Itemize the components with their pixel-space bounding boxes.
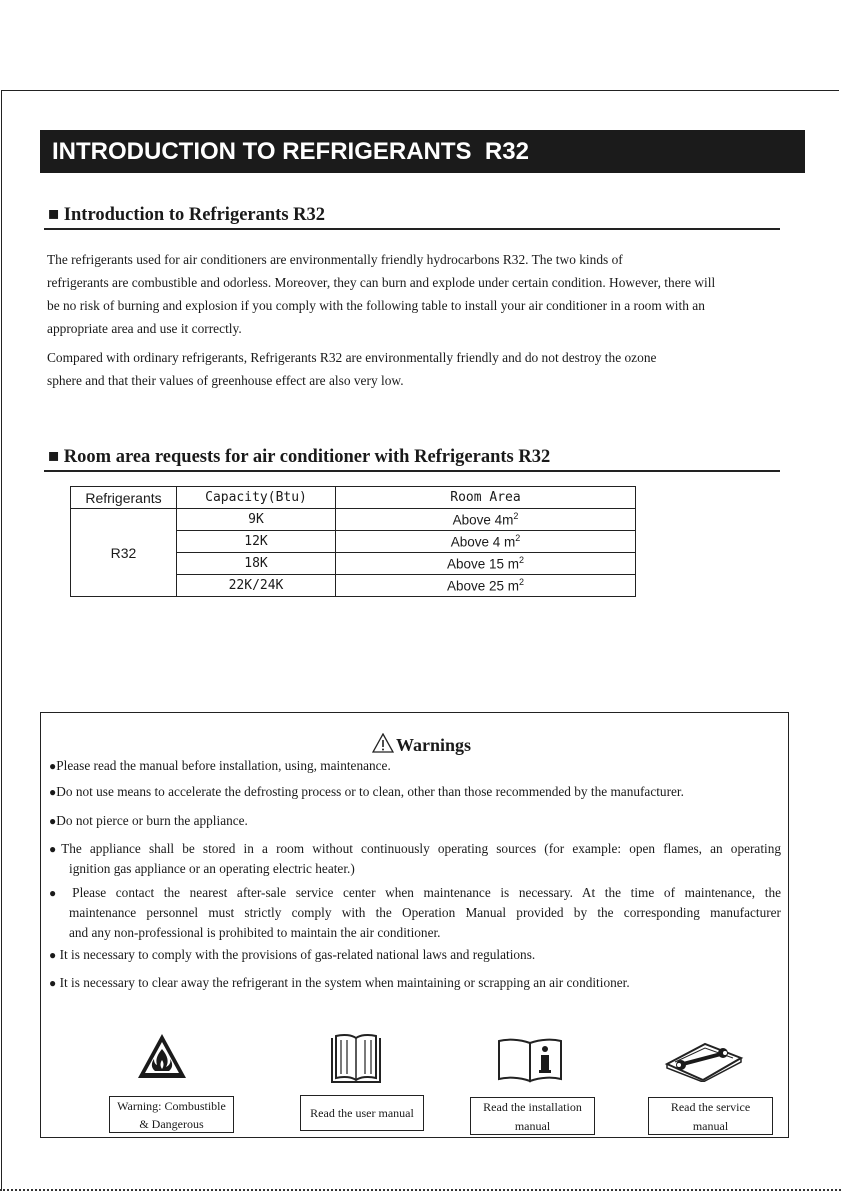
area-value: Above 4m xyxy=(452,512,514,528)
area-cell xyxy=(336,531,636,553)
area-value: Above 4 m xyxy=(450,534,516,550)
intro-p1-line: be no risk of burning and explosion if you comply with the following table to install your air conditioner in a room with an xyxy=(47,298,705,313)
col-header-refrigerants: Refrigerants xyxy=(71,487,177,509)
label-user-manual: Read the user manual xyxy=(300,1095,424,1131)
label-combustible xyxy=(109,1096,234,1133)
room-area-table xyxy=(70,486,636,597)
capacity-cell: 18K xyxy=(177,553,336,575)
open-book-icon xyxy=(328,1030,384,1086)
area-cell xyxy=(336,509,636,531)
page-title: INTRODUCTION TO REFRIGERANTS R32 xyxy=(40,130,805,173)
bullet-icon: ● xyxy=(49,886,63,900)
intro-heading: ■ Introduction to Refrigerants R32 xyxy=(48,205,326,225)
warning-item xyxy=(49,811,781,831)
warning-item xyxy=(49,945,781,965)
warning-triangle-icon xyxy=(372,733,394,753)
warning-text: Please read the manual before installation, using, maintenance. xyxy=(56,758,391,773)
refrigerant-cell: R32 xyxy=(71,509,177,597)
label-line: & Dangerous xyxy=(139,1117,204,1131)
area-unit-sup: 2 xyxy=(519,577,525,588)
flame-warning-icon xyxy=(136,1032,188,1080)
table-row xyxy=(71,509,636,531)
area-unit-sup: 2 xyxy=(519,555,525,566)
area-cell xyxy=(336,575,636,597)
label-line: Read the service xyxy=(670,1100,751,1114)
bottom-border xyxy=(0,1189,841,1191)
intro-paragraph-2 xyxy=(47,346,781,392)
col-header-room-area: Room Area xyxy=(336,487,636,509)
warning-text: The appliance shall be stored in a room without continuously operating sources (for example: open flames, an operating xyxy=(61,841,782,856)
info-manual-icon xyxy=(497,1037,563,1083)
intro-p2-line: Compared with ordinary refrigerants, Refrigerants R32 are environmentally friendly and do not destroy the ozone xyxy=(47,350,657,365)
bullet-icon: ● xyxy=(49,759,57,773)
warning-text: and any non-professional is prohibited to maintain the air conditioner. xyxy=(69,925,441,940)
bullet-icon: ● xyxy=(49,842,62,856)
warning-text: It is necessary to comply with the provisions of gas-related national laws and regulations. xyxy=(56,947,536,962)
intro-rule xyxy=(44,228,780,230)
label-service-manual xyxy=(648,1097,773,1135)
warnings-title xyxy=(372,733,471,756)
warning-text: ignition gas appliance or an operating electric heater.) xyxy=(69,861,355,876)
bullet-icon: ● xyxy=(49,948,57,962)
label-line: manual xyxy=(514,1119,551,1133)
room-heading: ■ Room area requests for air conditioner with Refrigerants R32 xyxy=(48,447,551,467)
col-header-capacity: Capacity(Btu) xyxy=(177,487,336,509)
bullet-icon: ● xyxy=(49,976,57,990)
intro-p1-line: refrigerants are combustible and odorless. Moreover, they can burn and explode under certain condition. However, there will xyxy=(47,275,716,290)
area-unit-sup: 2 xyxy=(513,511,519,522)
warnings-title-text: Warnings xyxy=(396,735,472,755)
warning-item xyxy=(49,782,781,802)
label-line: manual xyxy=(692,1119,729,1133)
area-cell xyxy=(336,553,636,575)
label-line: Read the installation xyxy=(483,1100,582,1114)
warning-item xyxy=(49,883,781,943)
area-value: Above 15 m xyxy=(446,556,520,572)
service-manual-wrench-icon xyxy=(661,1040,745,1082)
warning-item xyxy=(49,839,781,879)
table-header-row xyxy=(71,487,636,509)
label-installation-manual xyxy=(470,1097,595,1135)
capacity-cell: 12K xyxy=(177,531,336,553)
bullet-icon: ● xyxy=(49,814,57,828)
intro-p1-line: The refrigerants used for air conditioners are environmentally friendly hydrocarbons R32. The two kinds of xyxy=(47,252,623,267)
capacity-cell: 22K/24K xyxy=(177,575,336,597)
warning-text: Please contact the nearest after-sale service center when maintenance is necessary. At the time of maintenance, the xyxy=(62,885,782,900)
room-rule xyxy=(44,470,780,472)
area-value: Above 25 m xyxy=(446,578,520,594)
warning-text: Do not pierce or burn the appliance. xyxy=(56,813,248,828)
intro-paragraph-1 xyxy=(47,248,781,340)
warning-item xyxy=(49,756,781,776)
bullet-icon: ● xyxy=(49,785,57,799)
intro-p2-line: sphere and that their values of greenhouse effect are also very low. xyxy=(47,373,404,388)
capacity-cell: 9K xyxy=(177,509,336,531)
area-unit-sup: 2 xyxy=(515,533,521,544)
intro-p1-line: appropriate area and use it correctly. xyxy=(47,321,242,336)
warning-text: It is necessary to clear away the refrigerant in the system when maintaining or scrapping an air conditioner. xyxy=(56,975,630,990)
warning-item xyxy=(49,973,781,993)
warning-text: maintenance personnel must strictly comply with the Operation Manual provided by the corresponding manufacturer xyxy=(69,905,781,920)
label-line: Warning: Combustible xyxy=(117,1099,226,1113)
warning-text: Do not use means to accelerate the defrosting process or to clean, other than those recommended by the manufacturer. xyxy=(56,784,684,799)
